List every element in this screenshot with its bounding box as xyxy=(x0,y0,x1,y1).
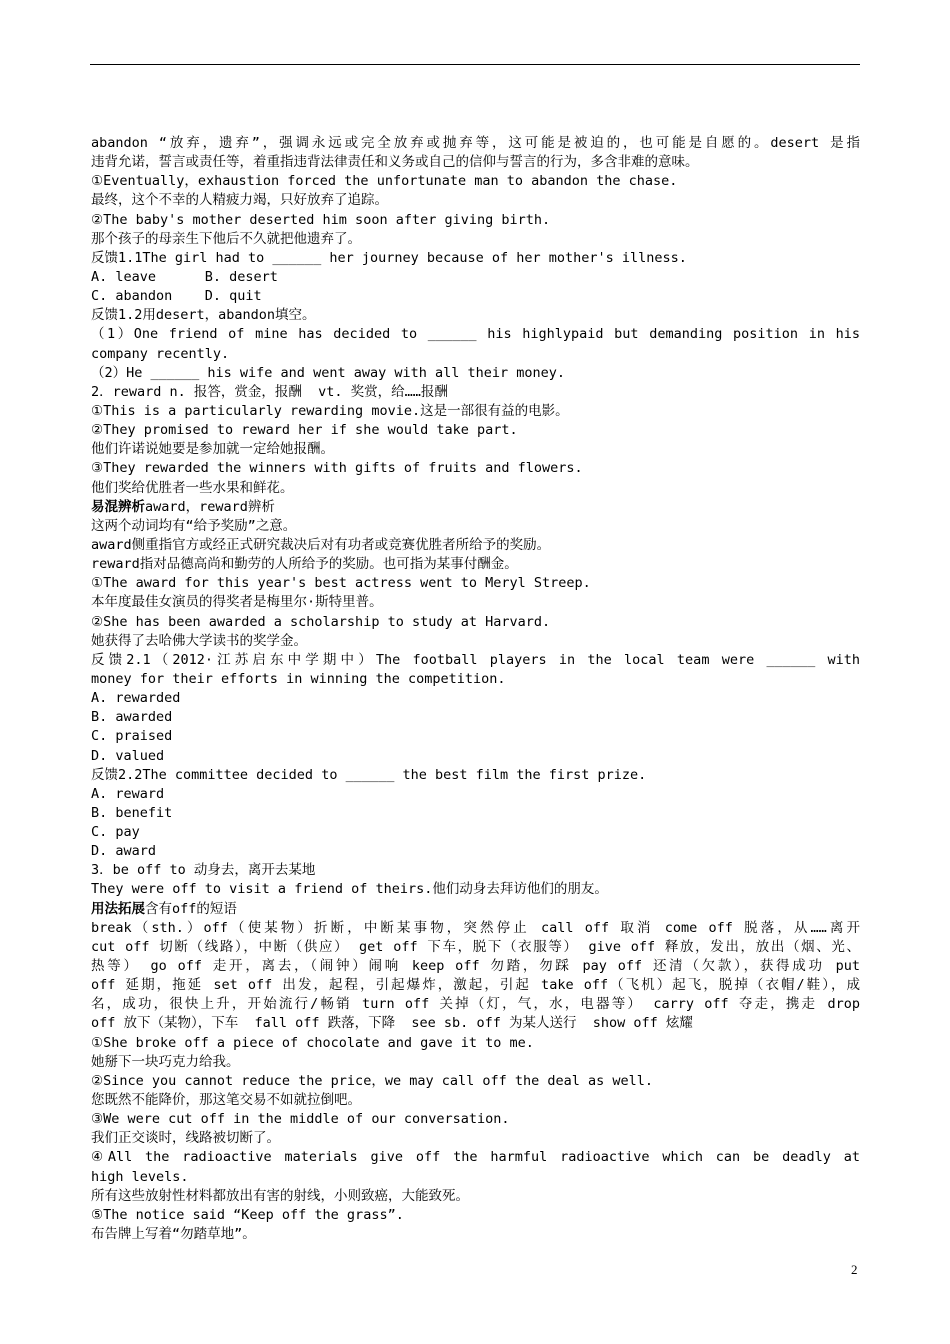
line-text: break（sth.）off（使某物）折断，中断某事物，突然停止 call off 取消 come off 脱落，从……离开 xyxy=(91,919,860,936)
line-text: 违背允诺，誓言或责任等，着重指违背法律责任和义务或自己的信仰与誓言的行为，多含非难的意味。 xyxy=(91,154,699,171)
line-text: （1）One friend of mine has decided to ______ his highlypaid but demanding position in his xyxy=(91,326,860,343)
text-line xyxy=(91,498,860,517)
text-line xyxy=(91,823,860,842)
line-text: money for their efforts in winning the competition. xyxy=(91,670,506,687)
line-text: 所有这些放射性材料都放出有害的射线，小则致癌，大能致死。 xyxy=(91,1187,469,1204)
line-text: A. reward xyxy=(91,785,165,802)
line-text: 反馈1.2用desert，abandon填空。 xyxy=(91,307,316,324)
line-text: 3．be off to 动身去，离开去某地 xyxy=(91,862,316,879)
text-line xyxy=(91,708,860,727)
line-text: ④All the radioactive materials give off the harmful radioactive which can be deadly at xyxy=(91,1149,860,1166)
text-line xyxy=(91,402,860,421)
text-line xyxy=(91,1168,860,1187)
line-text: A. leave B. desert xyxy=(91,268,278,285)
line-text: 名，成功，很快上升，开始流行/畅销 turn off 关掉（灯，气，水，电器等） carry off 夺走，携走 drop xyxy=(91,996,860,1013)
line-text: 这两个动词均有“给予奖励”之意。 xyxy=(91,517,297,534)
line-text: 他们奖给优胜者一些水果和鲜花。 xyxy=(91,479,294,496)
line-text: C. abandon D. quit xyxy=(91,288,262,305)
line-text: ①Eventually，exhaustion forced the unfortunate man to abandon the chase. xyxy=(91,173,678,190)
line-text: award，reward辨析 xyxy=(145,498,275,515)
text-line xyxy=(91,976,860,995)
text-line xyxy=(91,804,860,823)
text-line xyxy=(91,459,860,478)
text-line xyxy=(91,632,860,651)
text-line xyxy=(91,900,860,919)
text-line xyxy=(91,861,860,880)
line-text: 我们正交谈时，线路被切断了。 xyxy=(91,1130,280,1147)
text-line xyxy=(91,345,860,364)
line-text: ③They rewarded the winners with gifts of fruits and flowers. xyxy=(91,460,583,477)
line-text: 她掰下一块巧克力给我。 xyxy=(91,1053,240,1070)
text-line xyxy=(91,842,860,861)
text-line xyxy=(91,1072,860,1091)
text-line xyxy=(91,211,860,230)
text-line xyxy=(91,383,860,402)
line-text: D. valued xyxy=(91,747,165,764)
text-line xyxy=(91,479,860,498)
text-line xyxy=(91,689,860,708)
line-text: 布告牌上写着“勿踏草地”。 xyxy=(91,1226,256,1243)
line-text: ⑤The notice said “Keep off the grass”. xyxy=(91,1206,404,1223)
line-text: 您既然不能降价，那这笔交易不如就拉倒吧。 xyxy=(91,1092,361,1109)
line-text: 热等） go off 走开，离去，（闹钟）闹响 keep off 勿踏，勿踩 pay off 还清（欠款），获得成功 put xyxy=(91,958,860,975)
line-text: 他们许诺说她要是参加就一定给她报酬。 xyxy=(91,441,334,458)
text-line xyxy=(91,249,860,268)
line-text: D. award xyxy=(91,843,157,860)
bold-heading: 易混辨析 xyxy=(91,498,145,515)
text-line xyxy=(91,153,860,172)
text-line xyxy=(91,1206,860,1225)
line-text: cut off 切断（线路），中断（供应） get off 下车，脱下（衣服等） give off 释放，发出，放出（烟、光、 xyxy=(91,938,860,955)
text-line xyxy=(91,995,860,1014)
text-line xyxy=(91,727,860,746)
text-line xyxy=(91,1148,860,1167)
text-line xyxy=(91,1091,860,1110)
line-text: 含有off的短语 xyxy=(145,900,237,917)
line-text: 她获得了去哈佛大学读书的奖学金。 xyxy=(91,632,307,649)
line-text: ①The award for this year's best actress went to Meryl Streep. xyxy=(91,575,591,592)
text-line xyxy=(91,593,860,612)
text-line xyxy=(91,1187,860,1206)
text-line xyxy=(91,1129,860,1148)
line-text: B. benefit xyxy=(91,804,173,821)
text-line xyxy=(91,306,860,325)
text-line xyxy=(91,191,860,210)
text-line xyxy=(91,1110,860,1129)
line-text: They were off to visit a friend of theirs.他们动身去拜访他们的朋友。 xyxy=(91,881,608,898)
line-text: ②Since you cannot reduce the price，we may call off the deal as well. xyxy=(91,1072,654,1089)
page-number: 2 xyxy=(851,1262,858,1277)
line-text: ②They promised to reward her if she would take part. xyxy=(91,422,518,439)
document-body xyxy=(91,134,860,1244)
text-line xyxy=(91,1225,860,1244)
line-text: ③We were cut off in the middle of our conversation. xyxy=(91,1111,510,1128)
text-line xyxy=(91,440,860,459)
text-line xyxy=(91,1053,860,1072)
line-text: A. rewarded xyxy=(91,690,181,707)
text-line xyxy=(91,134,860,153)
text-line xyxy=(91,880,860,899)
line-text: 那个孩子的母亲生下他后不久就把他遗弃了。 xyxy=(91,230,361,247)
line-text: ①She broke off a piece of chocolate and gave it to me. xyxy=(91,1034,534,1051)
text-line xyxy=(91,555,860,574)
bold-heading: 用法拓展 xyxy=(91,900,145,917)
text-line xyxy=(91,268,860,287)
line-text: off 放下（某物），下车 fall off 跌落，下降 see sb. off 为某人送行 show off 炫耀 xyxy=(91,1015,693,1032)
text-line xyxy=(91,517,860,536)
line-text: off 延期，拖延 set off 出发，起程，引起爆炸，激起，引起 take off（飞机）起飞，脱掉（衣帽/鞋），成 xyxy=(91,977,860,994)
line-text: reward指对品德高尚和勤劳的人所给予的奖励。也可指为某事付酬金。 xyxy=(91,556,518,573)
line-text: 2．reward n. 报答，赏金，报酬 vt. 奖赏，给……报酬 xyxy=(91,383,448,400)
line-text: B. awarded xyxy=(91,709,173,726)
line-text: 反馈2.1（2012·江苏启东中学期中）The football players in the local team were ______ with xyxy=(91,651,860,668)
text-line xyxy=(91,938,860,957)
line-text: 反馈1.1The girl had to ______ her journey because of her mother's illness. xyxy=(91,249,687,266)
line-text: abandon “放弃，遗弃”，强调永远或完全放弃或抛弃等，这可能是被迫的，也可能是自愿的。desert 是指 xyxy=(91,135,860,151)
text-line xyxy=(91,230,860,249)
text-line xyxy=(91,1014,860,1033)
text-line xyxy=(91,1034,860,1053)
text-line xyxy=(91,747,860,766)
text-line xyxy=(91,670,860,689)
text-line xyxy=(91,364,860,383)
text-line xyxy=(91,957,860,976)
line-text: ②She has been awarded a scholarship to study at Harvard. xyxy=(91,613,551,630)
text-line xyxy=(91,536,860,555)
text-line xyxy=(91,287,860,306)
line-text: ①This is a particularly rewarding movie.这是一部很有益的电影。 xyxy=(91,402,569,419)
text-line xyxy=(91,421,860,440)
text-line xyxy=(91,325,860,344)
text-line xyxy=(91,766,860,785)
line-text: high levels. xyxy=(91,1168,189,1185)
line-text: award侧重指官方或经正式研究裁决后对有功者或竞赛优胜者所给予的奖励。 xyxy=(91,536,551,553)
line-text: ②The baby's mother deserted him soon after giving birth. xyxy=(91,211,551,228)
line-text: C. praised xyxy=(91,728,173,745)
line-text: 本年度最佳女演员的得奖者是梅里尔·斯特里普。 xyxy=(91,594,383,611)
header-rule xyxy=(90,64,860,65)
text-line xyxy=(91,651,860,670)
text-line xyxy=(91,172,860,191)
line-text: 最终，这个不幸的人精疲力竭，只好放弃了追踪。 xyxy=(91,192,388,209)
line-text: C. pay xyxy=(91,824,140,841)
text-line xyxy=(91,919,860,938)
text-line xyxy=(91,574,860,593)
text-line xyxy=(91,613,860,632)
line-text: company recently. xyxy=(91,345,230,362)
text-line xyxy=(91,785,860,804)
line-text: 反馈2.2The committee decided to ______ the best film the first prize. xyxy=(91,766,647,783)
line-text: （2）He ______ his wife and went away with all their money. xyxy=(91,364,566,381)
